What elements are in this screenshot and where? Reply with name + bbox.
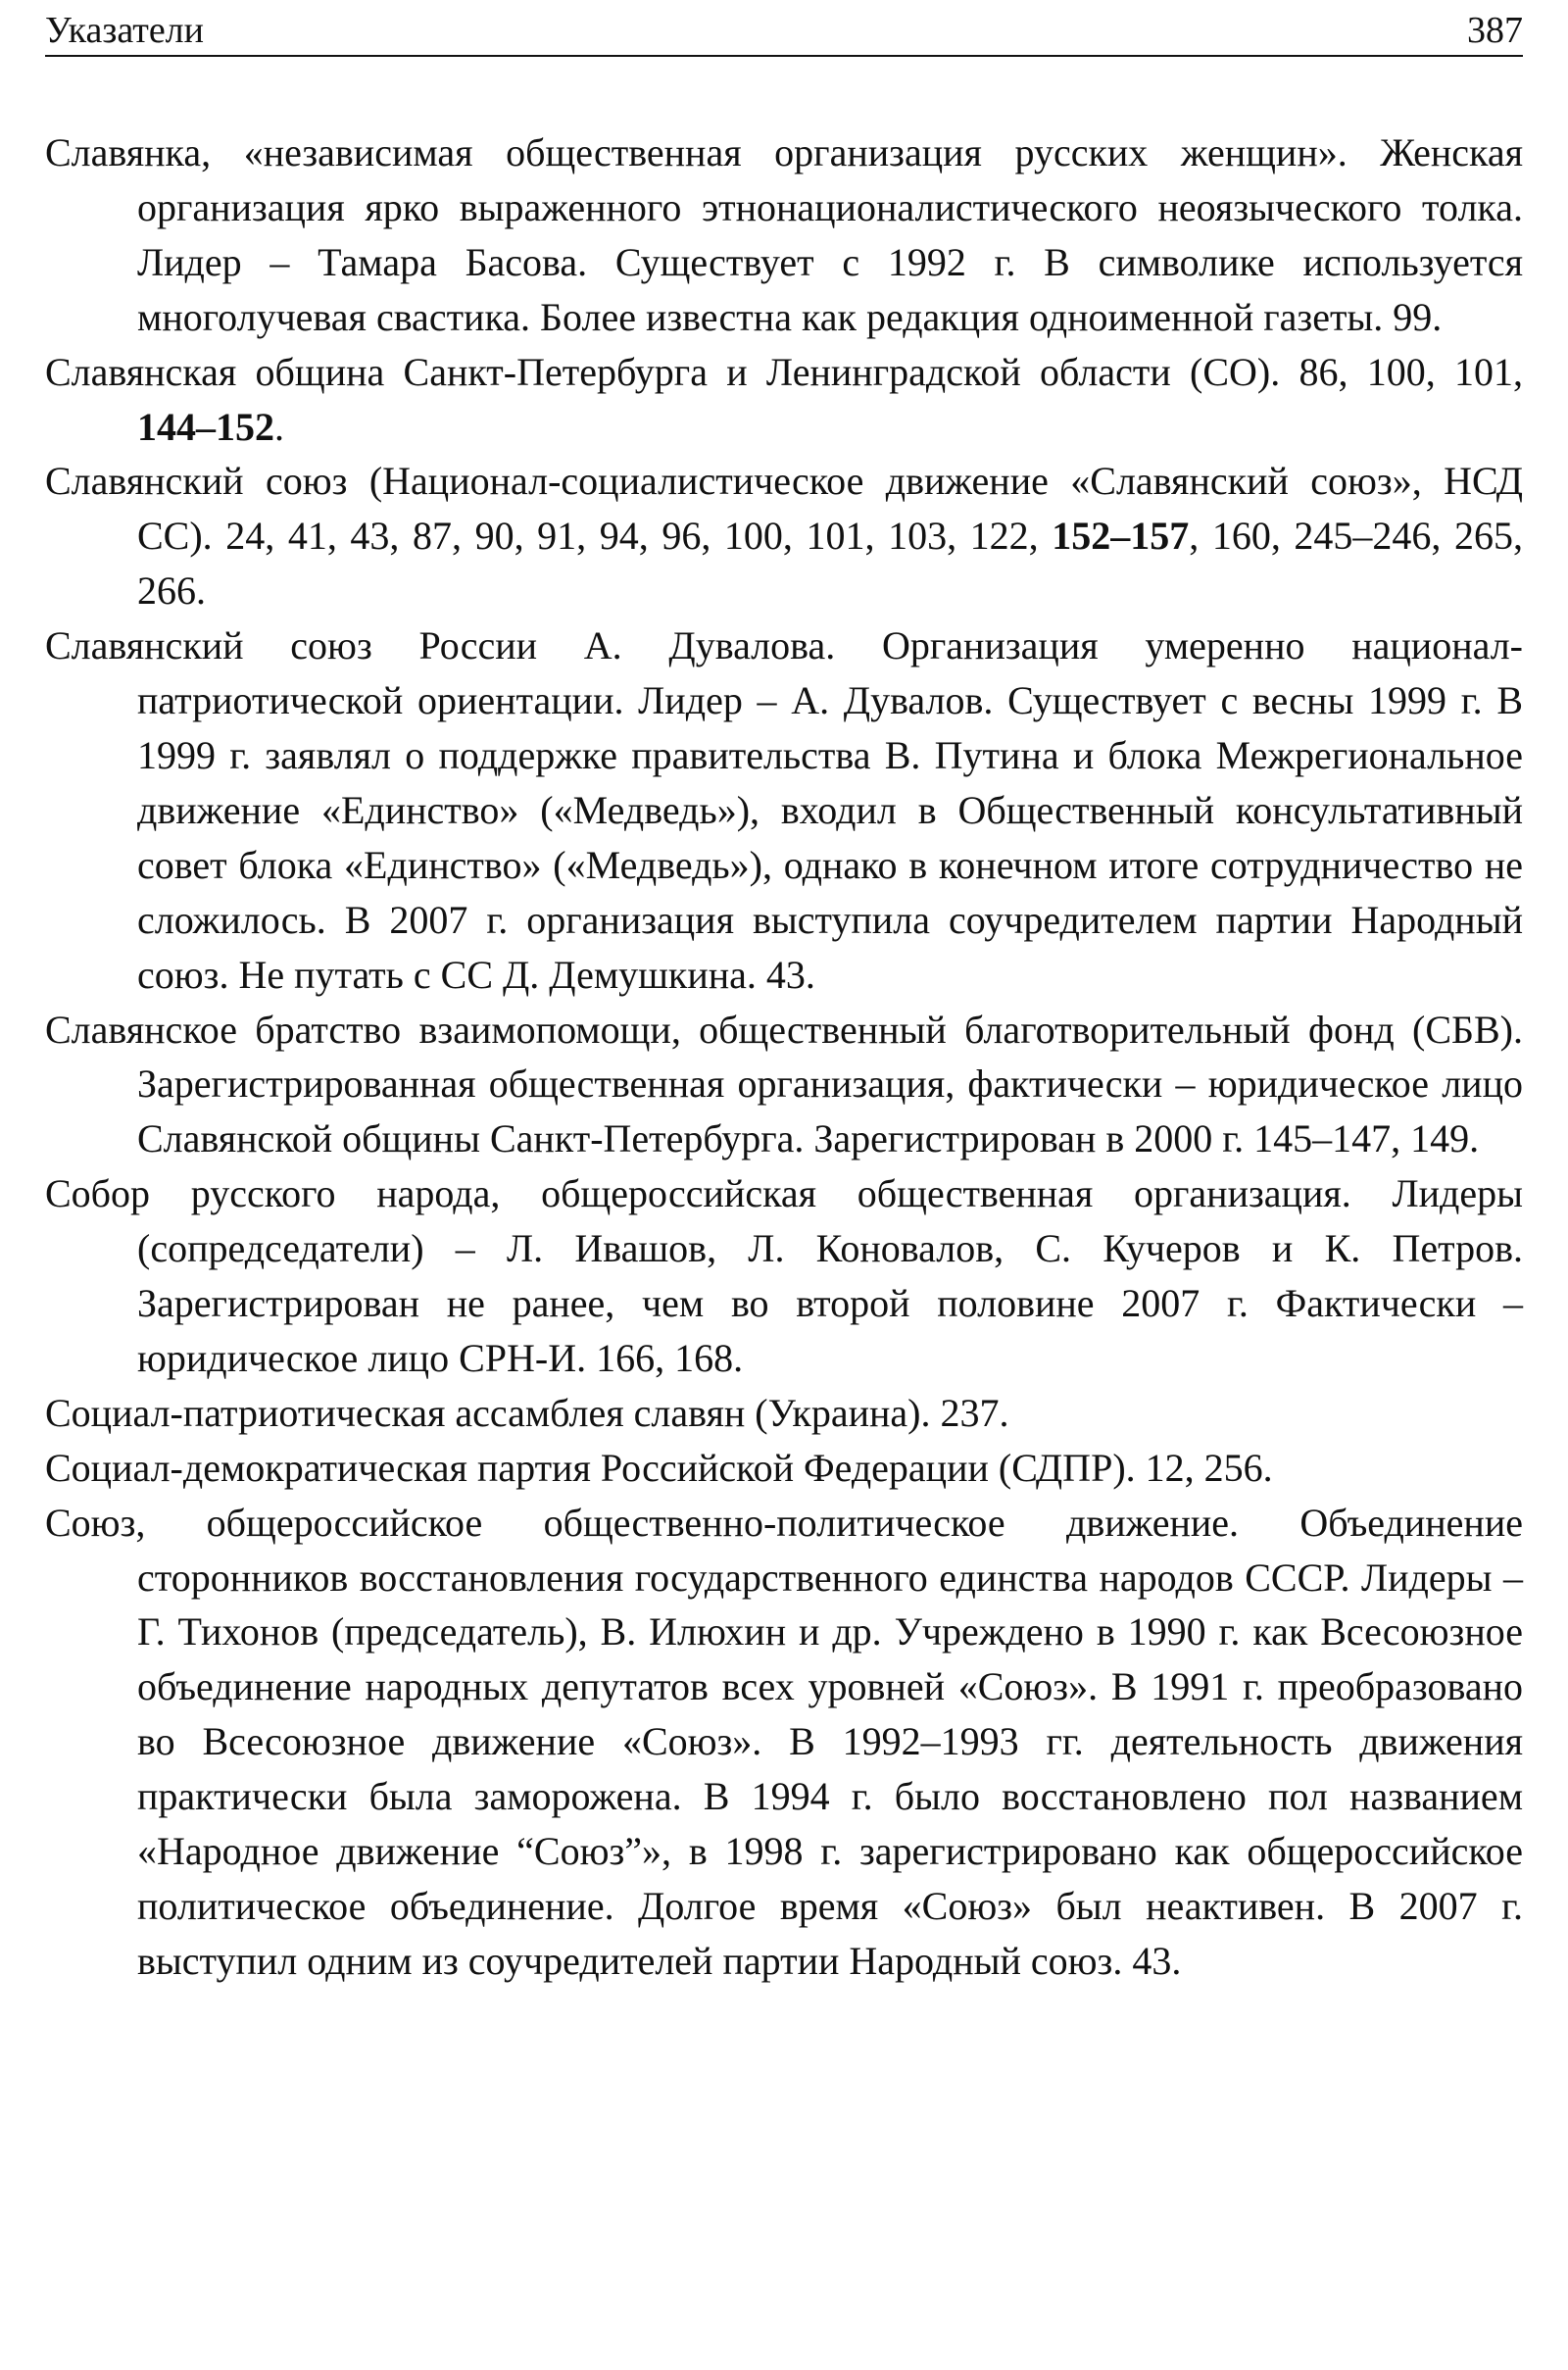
entry-text: Социал-патриотическая ассамблея славян (Украина). 237. (45, 1390, 1009, 1435)
entry-text: Славянский союз (Национал-социалистическое движение «Славянский союз», НСД СС). 24, 41, 43, 87, 90, 91, 94, 96, 100, 101, 103, 122, (45, 459, 1523, 559)
entry-tail: . (274, 404, 284, 449)
entry-main-pages: 144–152 (137, 404, 274, 449)
page-number: 387 (1467, 10, 1523, 51)
entry-text: Славянское братство взаимопомощи, общественный благотворительный фонд (СБВ). Зарегистрированная общественная организация, фактически – юридическое лицо Славянской общины Санкт-Петербурга. Зарегистрирован в 2000 г. 145–147, 149. (45, 1007, 1523, 1161)
running-head (45, 6, 1523, 57)
index-entry (45, 1166, 1523, 1386)
index-entry (45, 1441, 1523, 1496)
entry-text: Союз, общероссийское общественно-политическое движение. Объединение сторонников восстановления государственного единства народов СССР. Лидеры – Г. Тихонов (председатель), В. Илюхин и др. Учреждено в 1990 г. как Всесоюзное объединение народных депутатов всех уровней «Союз». В 1991 г. преобразовано во Всесоюзное движение «Союз». В 1992–1993 гг. деятельность движения практически была заморожена. В 1994 г. было восстановлено пол названием «Народное движение “Союз”», в 1998 г. зарегистрировано как общероссийское политическое объединение. Долгое время «Союз» был неактивен. В 2007 г. выступил одним из соучредителей партии Народный союз. 43. (45, 1500, 1523, 1983)
index-entry (45, 125, 1523, 345)
entry-main-pages: 152–157 (1052, 514, 1190, 559)
index-entry (45, 1003, 1523, 1167)
entry-text: Славянка, «независимая общественная организация русских женщин». Женская организация ярко выраженного этнонационалистического неоязыческого толка. Лидер – Тамара Басова. Существует с 1992 г. В символике используется многолучевая свастика. Более известна как редакция одноименной газеты. 99. (45, 130, 1523, 339)
entry-tail: , 160, 245–246, 265, 266. (137, 514, 1523, 614)
index-entry (45, 345, 1523, 455)
entry-text: Славянская община Санкт-Петербурга и Ленинградской области (СО). 86, 100, 101, (45, 349, 1523, 394)
section-title: Указатели (45, 10, 204, 51)
index-entry (45, 454, 1523, 618)
entry-text: Славянский союз России А. Дувалова. Организация умеренно национал-патриотической ориентации. Лидер – А. Дувалов. Существует с весны 1999 г. В 1999 г. заявлял о поддержке правительства В. Путина и блока Межрегиональное движение «Единство» («Медведь»), входил в Общественный консультативный совет блока «Единство» («Медведь»), однако в конечном итоге сотрудничество не сложилось. В 2007 г. организация выступила соучредителем партии Народный союз. Не путать с СС Д. Демушкина. 43. (45, 623, 1523, 997)
index-entries (45, 125, 1523, 1989)
index-entry (45, 1386, 1523, 1441)
book-page (45, 0, 1523, 2370)
index-entry (45, 618, 1523, 1002)
entry-text: Социал-демократическая партия Российской Федерации (СДПР). 12, 256. (45, 1445, 1273, 1490)
index-entry (45, 1496, 1523, 1989)
entry-text: Собор русского народа, общероссийская общественная организация. Лидеры (сопредседатели) – Л. Ивашов, Л. Коновалов, С. Кучеров и К. Петров. Зарегистрирован не ранее, чем во второй половине 2007 г. Фактически – юридическое лицо СРН-И. 166, 168. (45, 1171, 1523, 1380)
